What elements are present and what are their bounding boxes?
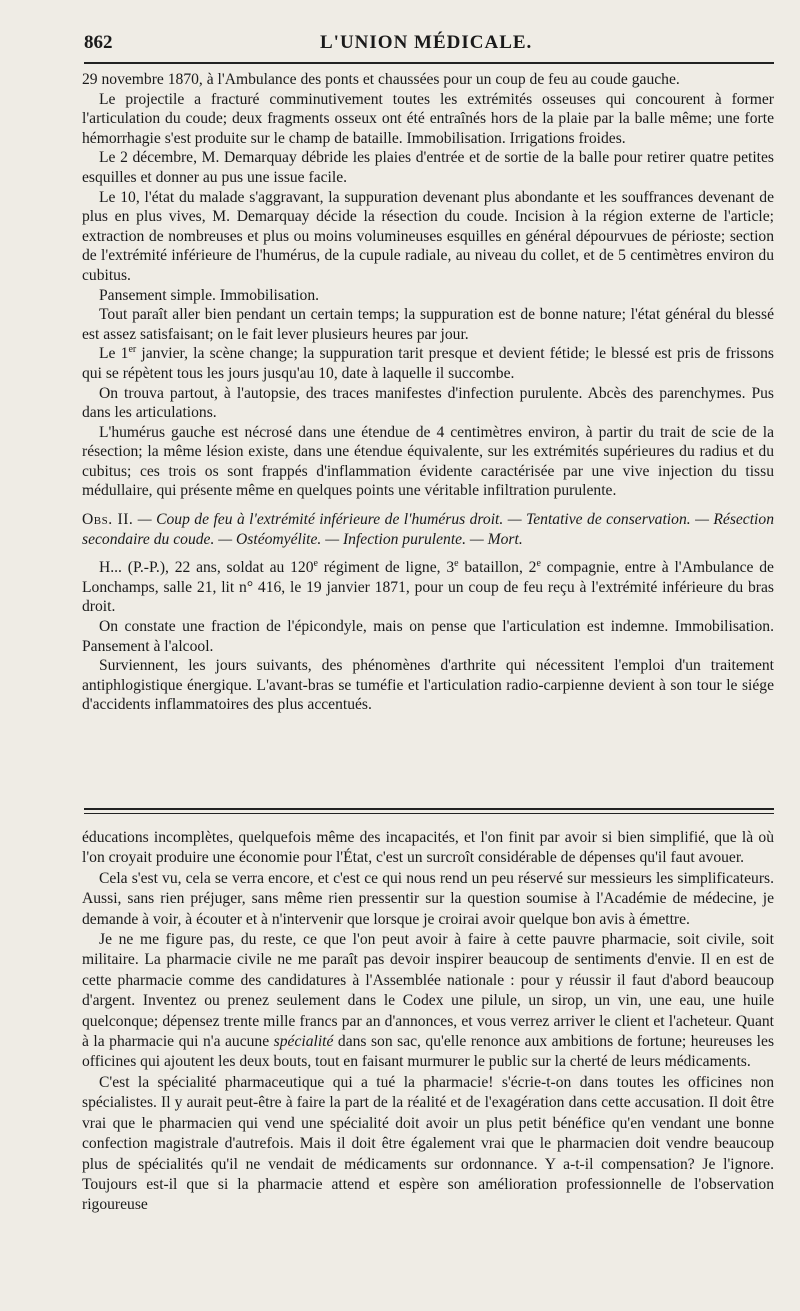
case2-p1-sup-3: e (536, 558, 541, 570)
feuilleton-paragraph-2: Cela s'est vu, cela se verra encore, et c'est ce qui nous rend un peu réservé sur messieurs les simplificateurs. Aussi, sans rien préjuger, sans même rien pressentir sur la question soumise à l'Académie de médecine, je demande à voir, à écouter et à n'intervenir que lorsque je croirai avoir quelque bon avis à émettre. (82, 869, 774, 928)
feuilleton-p3-emphasis: spécialité (273, 1033, 334, 1051)
observation-heading (82, 510, 774, 549)
page-number: 862 (84, 32, 113, 53)
case1-p7-part-b: janvier, la scène change; la suppuration tarit presque et devient fétide; le blessé est pris de frissons qui se répètent tous les jours jusqu'au 10, date à laquelle il succombe. (82, 345, 774, 382)
case1-paragraph-6: Tout paraît aller bien pendant un certain temps; la suppuration est de bonne nature; l'état général du blessé est assez satisfaisant; on le fait lever plusieurs heures par jour. (82, 306, 774, 343)
case1-paragraph-4: Le 10, l'état du malade s'aggravant, la suppuration devenant plus abondante et les souffrances devenant de plus en plus vives, M. Demarquay décide la résection du coude. Incision à la région externe de l'article; extraction de nombreuses et plus ou moins volumineuses esquilles en général dépourvues de périoste; section de l'extrémité inférieure de l'humérus, de la cupule radiale, au niveau du collet, et de 5 centimètres environ du cubitus. (82, 188, 774, 284)
feuilleton-column (82, 828, 774, 1216)
case1-paragraph-5: Pansement simple. Immobilisation. (99, 286, 320, 304)
feuilleton-p3-part-b: dans son sac, qu'elle renonce aux ambitions de fortune; heureuses les officines qui ajoutent les deux bouts, tout en faisant murmurer le public sur la cherté de leurs médicaments. (82, 1033, 775, 1071)
case2-paragraph-2: On constate une fraction de l'épicondyle, mais on pense que l'articulation est indemne. Immobilisation. Pansement à l'alcool. (82, 618, 774, 655)
case1-p7-superscript: er (128, 344, 137, 356)
case2-p1-part-a: H... (P.-P.), 22 ans, soldat au 120 (99, 559, 314, 577)
page-header (84, 28, 774, 58)
feuilleton-paragraph-1: éducations incomplètes, quelquefois même des incapacités, et l'on finit par avoir si bien simplifié, que là où l'on croyait produire une économie pour l'État, c'est un surcroît considérable de dépenses qu'il faut avouer. (82, 829, 774, 867)
feuilleton-separator-thin (84, 813, 774, 814)
case1-paragraph-8: On trouva partout, à l'autopsie, des traces manifestes d'infection purulente. Abcès des parenchymes. Pus dans les articulations. (82, 384, 774, 422)
case1-paragraph-1: 29 novembre 1870, à l'Ambulance des ponts et chaussées pour un coup de feu au coude gauche. (82, 71, 680, 88)
feuilleton-p3-part-a: Je ne me figure pas, du reste, ce que l'on peut avoir à faire à cette pauvre pharmacie, soit civile, soit militaire. La pharmacie civile ne me paraît pas devoir inspirer beaucoup de sentiments d'envie. Il en est de cette pharmacie comme des candidatures à l'Assemblée nationale : pour y réussir il faut d'abord beaucoup d'argent. Inventez ou prenez seulement dans le Codex une pilule, un sirop, un vin, une eau, une huile quelconque; dépensez trente mille francs par an d'annonces, et vous verrez arriver le client et l'acheteur. Quant à la pharmacie qui n'a aucune (82, 931, 774, 1051)
observation-title: — Coup de feu à l'extrémité inférieure de l'humérus droit. — Tentative de conservation. — Résection secondaire du coude. — Ostéomyélite. — Infection purulente. — Mort. (82, 511, 774, 548)
case1-paragraph-3: Le 2 décembre, M. Demarquay débride les plaies d'entrée et de sortie de la balle pour retirer quatre petites esquilles et donner au pus une issue facile. (82, 149, 774, 186)
case2-p1-sup-2: e (454, 558, 459, 570)
case1-paragraph-2: Le projectile a fracturé comminutivement toutes les extrémités osseuses qui concourent à former l'articulation du coude; deux fragments osseux ont été entraînés hors de la plaie par la balle même; une forte hémorrhagie s'est produite sur le champ de bataille. Immobilisation. Irrigations froides. (82, 90, 774, 147)
case2-paragraph-1 (82, 558, 774, 617)
feuilleton-paragraph-3 (82, 930, 774, 1073)
journal-title: L'UNION MÉDICALE. (320, 32, 533, 53)
case1-paragraph-7 (82, 344, 774, 383)
feuilleton-paragraph-4: C'est la spécialité pharmaceutique qui a tué la pharmacie! s'écrie-t-on dans toutes les officines non spécialistes. Il y aurait peut-être à faire la part de la réalité et de l'exagération dans cette accusation. Il doit être vrai que le pharmacien qui vend une spécialité doit avoir un plus petit bénéfice qu'en vendant une bonne confection magistrale d'autrefois. Mais il doit être également vrai que le pharmacien doit vendre beaucoup plus de spécialités qu'il ne vendait de médicaments sur ordonnance. Y a-t-il compensation? Je l'ignore. Toujours est-il que si la pharmacie attend et espère son amélioration professionnelle de l'observation rigoureuse (82, 1073, 774, 1214)
case2-p1-part-d: compagnie, entre à l'Ambulance de Lonchamps, salle 21, lit n° 416, le 19 janvier 1871, pour un coup de feu reçu à l'extrémité inférieure du bras droit. (82, 559, 774, 616)
header-rule (84, 62, 774, 64)
case2-p1-sup-1: e (313, 558, 318, 570)
case2-paragraph-3: Surviennent, les jours suivants, des phénomènes d'arthrite qui nécessitent l'emploi d'un traitement antiphlogistique énergique. L'avant-bras se tuméfie et l'articulation radio-carpienne devient à son tour le siége d'accidents inflammatoires des plus accentués. (82, 657, 774, 714)
observation-label: Obs. II. (82, 511, 134, 529)
case2-p1-part-b: régiment de ligne, 3 (317, 559, 455, 577)
case2-p1-part-c: bataillon, 2 (458, 559, 537, 577)
feuilleton-separator-thick (84, 808, 774, 810)
case1-p7-part-a: Le 1 (99, 345, 129, 363)
case1-paragraph-9: L'humérus gauche est nécrosé dans une étendue de 4 centimètres environ, à partir du trait de scie de la résection; la même lésion existe, dans une étendue équivalente, sur les extrémités supérieures du radius et du cubitus; ces trois os sont frappés d'inflammation évidente caractérisée par une vive injection du tissu médullaire, qui présente même en quelques points une véritable infiltration purulente. (82, 423, 774, 500)
article-column (82, 70, 774, 715)
